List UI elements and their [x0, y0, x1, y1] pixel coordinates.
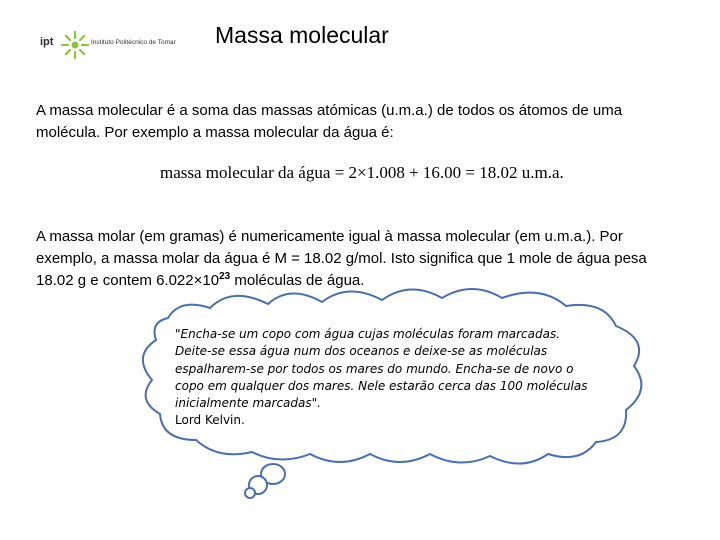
molar-text-end: moléculas de água. [230, 272, 365, 289]
page-title: Massa molecular [215, 22, 389, 48]
molecular-mass-equation: massa molecular da água = 2×1.008 + 16.00 = 18.02 u.m.a. [160, 163, 564, 182]
kelvin-quote [175, 326, 595, 430]
quote-text: "Encha-se um copo com água cujas moléculas foram marcadas. Deite-se essa água num dos oceanos e deixe-se as moléculas espalharem-se por todos os mares do mundo. Encha-se de novo o copo em qualquer dos mares. Nele estarão cerca das 100 moléculas inicialmente marcadas". [175, 327, 588, 411]
molar-exponent: 23 [219, 271, 231, 282]
molar-text-main: A massa molar (em gramas) é numericamente igual à massa molecular (em u.m.a.). Por exemplo, a massa molar da água é M = 18.02 g/mol. Isto significa que 1 mole de água pesa 18.02 g e contem 6.022×10 [36, 228, 647, 289]
quote-author: Lord Kelvin. [175, 413, 245, 428]
logo-abbreviation: ipt [40, 36, 54, 48]
intro-paragraph: A massa molecular é a soma das massas atómicas (u.m.a.) de todos os átomos de uma molécula. Por exemplo a massa molecular da água é: [36, 102, 623, 141]
logo-institution-name: Instituto Politécnico de Tomar [91, 39, 176, 46]
thought-bubble-small [245, 488, 255, 498]
